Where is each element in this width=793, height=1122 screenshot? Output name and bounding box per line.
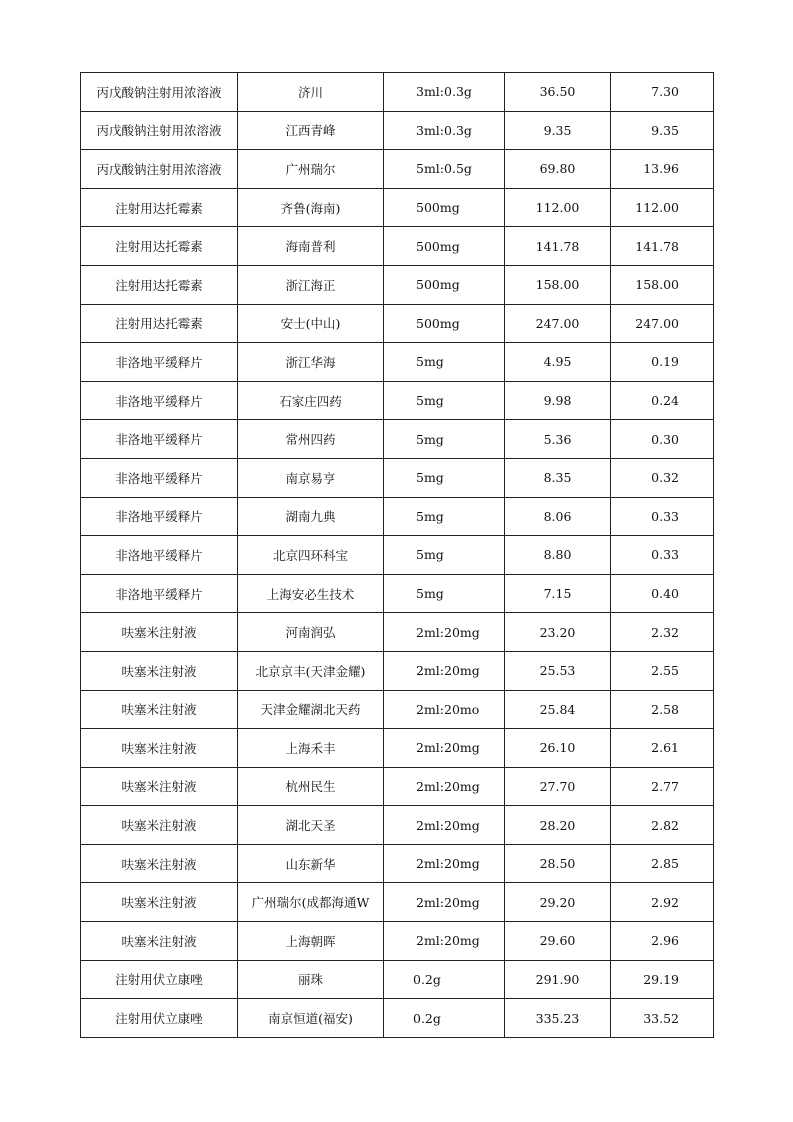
- unit-price-cell: 0.24: [611, 381, 714, 420]
- price-cell: 25.53: [505, 651, 611, 690]
- drug-name-cell: 非洛地平缓释片: [81, 497, 238, 536]
- specification-cell: 5ml:0.5g: [384, 150, 505, 189]
- manufacturer-cell: 湖南九典: [238, 497, 384, 536]
- specification-cell: 0.2g: [384, 960, 505, 999]
- table-row: [81, 420, 714, 459]
- unit-price-cell: 0.30: [611, 420, 714, 459]
- specification-cell: 5mg: [384, 420, 505, 459]
- price-cell: 29.60: [505, 922, 611, 961]
- price-cell: 141.78: [505, 227, 611, 266]
- unit-price-cell: 2.92: [611, 883, 714, 922]
- specification-cell: 2ml:20mg: [384, 767, 505, 806]
- drug-name-cell: 注射用伏立康唑: [81, 960, 238, 999]
- price-cell: 7.15: [505, 574, 611, 613]
- drug-name-cell: 呋塞米注射液: [81, 690, 238, 729]
- drug-name-cell: 非洛地平缓释片: [81, 420, 238, 459]
- drug-name-cell: 呋塞米注射液: [81, 883, 238, 922]
- specification-cell: 2ml:20mg: [384, 613, 505, 652]
- specification-cell: 2ml:20mg: [384, 883, 505, 922]
- drug-name-cell: 呋塞米注射液: [81, 651, 238, 690]
- specification-cell: 5mg: [384, 536, 505, 575]
- drug-name-cell: 注射用达托霉素: [81, 188, 238, 227]
- drug-name-cell: 呋塞米注射液: [81, 922, 238, 961]
- manufacturer-cell: 上海禾丰: [238, 729, 384, 768]
- table-row: [81, 497, 714, 536]
- specification-cell: 5mg: [384, 381, 505, 420]
- price-cell: 8.80: [505, 536, 611, 575]
- table-row: [81, 150, 714, 189]
- manufacturer-cell: 济川: [238, 73, 384, 112]
- manufacturer-cell: 浙江海正: [238, 265, 384, 304]
- price-cell: 9.98: [505, 381, 611, 420]
- manufacturer-cell: 安士(中山): [238, 304, 384, 343]
- table-body: [81, 73, 714, 1038]
- drug-name-cell: 非洛地平缓释片: [81, 458, 238, 497]
- manufacturer-cell: 杭州民生: [238, 767, 384, 806]
- manufacturer-cell: 石家庄四药: [238, 381, 384, 420]
- table-row: [81, 111, 714, 150]
- unit-price-cell: 0.33: [611, 497, 714, 536]
- unit-price-cell: 7.30: [611, 73, 714, 112]
- unit-price-cell: 2.32: [611, 613, 714, 652]
- specification-cell: 5mg: [384, 497, 505, 536]
- table-row: [81, 227, 714, 266]
- specification-cell: 2ml:20mg: [384, 806, 505, 845]
- table-row: [81, 381, 714, 420]
- table-row: [81, 73, 714, 112]
- price-cell: 291.90: [505, 960, 611, 999]
- price-cell: 4.95: [505, 343, 611, 382]
- unit-price-cell: 2.61: [611, 729, 714, 768]
- unit-price-cell: 13.96: [611, 150, 714, 189]
- table-row: [81, 304, 714, 343]
- manufacturer-cell: 齐鲁(海南): [238, 188, 384, 227]
- drug-name-cell: 非洛地平缓释片: [81, 574, 238, 613]
- price-cell: 8.35: [505, 458, 611, 497]
- unit-price-cell: 2.77: [611, 767, 714, 806]
- manufacturer-cell: 南京易亨: [238, 458, 384, 497]
- unit-price-cell: 2.55: [611, 651, 714, 690]
- drug-name-cell: 非洛地平缓释片: [81, 381, 238, 420]
- unit-price-cell: 141.78: [611, 227, 714, 266]
- table-row: [81, 188, 714, 227]
- unit-price-cell: 33.52: [611, 999, 714, 1038]
- specification-cell: 2ml:20mg: [384, 651, 505, 690]
- specification-cell: 2ml:20mg: [384, 922, 505, 961]
- unit-price-cell: 2.82: [611, 806, 714, 845]
- table-row: [81, 458, 714, 497]
- manufacturer-cell: 广州瑞尔(成都海通W: [238, 883, 384, 922]
- unit-price-cell: 2.58: [611, 690, 714, 729]
- table-row: [81, 729, 714, 768]
- drug-name-cell: 呋塞米注射液: [81, 844, 238, 883]
- price-cell: 112.00: [505, 188, 611, 227]
- price-cell: 28.50: [505, 844, 611, 883]
- specification-cell: 3ml:0.3g: [384, 111, 505, 150]
- specification-cell: 500mg: [384, 265, 505, 304]
- price-cell: 26.10: [505, 729, 611, 768]
- table-row: [81, 574, 714, 613]
- drug-name-cell: 丙戊酸钠注射用浓溶液: [81, 73, 238, 112]
- price-cell: 27.70: [505, 767, 611, 806]
- table-row: [81, 922, 714, 961]
- manufacturer-cell: 北京四环科宝: [238, 536, 384, 575]
- specification-cell: 3ml:0.3g: [384, 73, 505, 112]
- manufacturer-cell: 河南润弘: [238, 613, 384, 652]
- price-cell: 25.84: [505, 690, 611, 729]
- specification-cell: 500mg: [384, 188, 505, 227]
- drug-name-cell: 丙戊酸钠注射用浓溶液: [81, 150, 238, 189]
- specification-cell: 2ml:20mg: [384, 844, 505, 883]
- table-row: [81, 960, 714, 999]
- drug-name-cell: 呋塞米注射液: [81, 806, 238, 845]
- price-cell: 29.20: [505, 883, 611, 922]
- table-row: [81, 613, 714, 652]
- price-cell: 335.23: [505, 999, 611, 1038]
- manufacturer-cell: 浙江华海: [238, 343, 384, 382]
- manufacturer-cell: 南京恒道(福安): [238, 999, 384, 1038]
- unit-price-cell: 0.40: [611, 574, 714, 613]
- manufacturer-cell: 山东新华: [238, 844, 384, 883]
- specification-cell: 5mg: [384, 343, 505, 382]
- price-cell: 247.00: [505, 304, 611, 343]
- manufacturer-cell: 广州瑞尔: [238, 150, 384, 189]
- table-row: [81, 883, 714, 922]
- price-cell: 158.00: [505, 265, 611, 304]
- table-row: [81, 265, 714, 304]
- unit-price-cell: 0.32: [611, 458, 714, 497]
- specification-cell: 500mg: [384, 304, 505, 343]
- manufacturer-cell: 常州四药: [238, 420, 384, 459]
- drug-name-cell: 呋塞米注射液: [81, 767, 238, 806]
- specification-cell: 2ml:20mg: [384, 729, 505, 768]
- unit-price-cell: 2.96: [611, 922, 714, 961]
- manufacturer-cell: 北京京丰(天津金耀): [238, 651, 384, 690]
- specification-cell: 500mg: [384, 227, 505, 266]
- specification-cell: 2ml:20mo: [384, 690, 505, 729]
- manufacturer-cell: 海南普利: [238, 227, 384, 266]
- unit-price-cell: 2.85: [611, 844, 714, 883]
- specification-cell: 5mg: [384, 458, 505, 497]
- unit-price-cell: 158.00: [611, 265, 714, 304]
- price-cell: 5.36: [505, 420, 611, 459]
- unit-price-cell: 112.00: [611, 188, 714, 227]
- drug-name-cell: 注射用伏立康唑: [81, 999, 238, 1038]
- unit-price-cell: 0.33: [611, 536, 714, 575]
- table-row: [81, 806, 714, 845]
- price-cell: 28.20: [505, 806, 611, 845]
- manufacturer-cell: 天津金耀湖北天药: [238, 690, 384, 729]
- specification-cell: 0.2g: [384, 999, 505, 1038]
- drug-name-cell: 注射用达托霉素: [81, 265, 238, 304]
- unit-price-cell: 29.19: [611, 960, 714, 999]
- table-row: [81, 844, 714, 883]
- table-row: [81, 536, 714, 575]
- price-cell: 69.80: [505, 150, 611, 189]
- table-row: [81, 343, 714, 382]
- table-row: [81, 690, 714, 729]
- manufacturer-cell: 上海安必生技术: [238, 574, 384, 613]
- table-row: [81, 767, 714, 806]
- drug-name-cell: 注射用达托霉素: [81, 304, 238, 343]
- unit-price-cell: 247.00: [611, 304, 714, 343]
- manufacturer-cell: 湖北天圣: [238, 806, 384, 845]
- drug-name-cell: 非洛地平缓释片: [81, 536, 238, 575]
- price-cell: 8.06: [505, 497, 611, 536]
- unit-price-cell: 9.35: [611, 111, 714, 150]
- drug-price-table: [80, 72, 714, 1038]
- specification-cell: 5mg: [384, 574, 505, 613]
- drug-name-cell: 注射用达托霉素: [81, 227, 238, 266]
- table-row: [81, 651, 714, 690]
- price-cell: 9.35: [505, 111, 611, 150]
- drug-name-cell: 非洛地平缓释片: [81, 343, 238, 382]
- manufacturer-cell: 丽珠: [238, 960, 384, 999]
- unit-price-cell: 0.19: [611, 343, 714, 382]
- drug-name-cell: 呋塞米注射液: [81, 729, 238, 768]
- drug-name-cell: 丙戊酸钠注射用浓溶液: [81, 111, 238, 150]
- drug-name-cell: 呋塞米注射液: [81, 613, 238, 652]
- manufacturer-cell: 上海朝晖: [238, 922, 384, 961]
- price-cell: 23.20: [505, 613, 611, 652]
- manufacturer-cell: 江西青峰: [238, 111, 384, 150]
- table-row: [81, 999, 714, 1038]
- price-cell: 36.50: [505, 73, 611, 112]
